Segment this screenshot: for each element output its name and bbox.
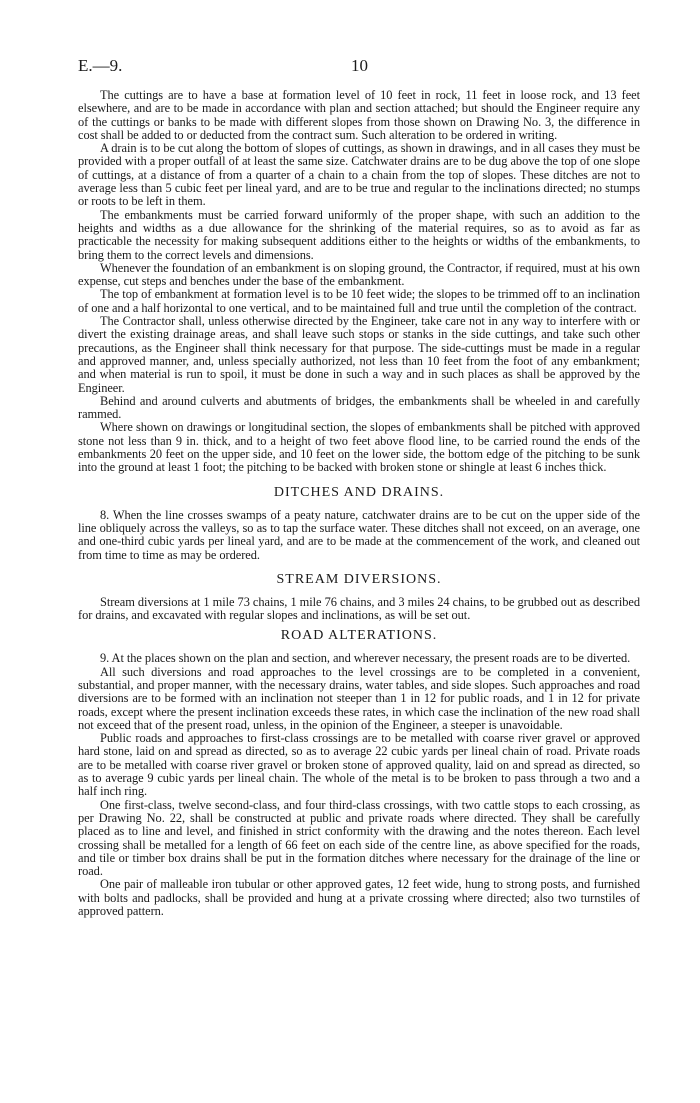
paragraph-embankment-foundation: Whenever the foundation of an embankment is on sloping ground, the Contractor, if required, must at his own expense, cut steps and benches under the base of the embankment. [78, 260, 640, 289]
paragraph-catchwater-drains: 8. When the line crosses swamps of a peaty nature, catchwater drains are to be cut on the upper side of the line obliquely across the valleys, so as to tap the surface water. These ditches shall not exceed, on an average, one and one-third cubic yards per lineal yard, and are to be made at the commencement of the work, and cleaned out from time to time as may be ordered. [78, 507, 640, 562]
paragraph-drains-slopes: A drain is to be cut along the bottom of slopes of cuttings, as shown in drawings, and in all cases they must be provided with a proper outfall of at least the same size. Catchwater drains are to be dug above the top of one slope of cuttings, at a distance of from a quarter of a chain to a chain from the top of slopes. These ditches are not to average less than 5 cubic feet per lineal yard, and are to be true and regular to the inclinations directed; no stumps or roots to be left in them. [78, 141, 640, 209]
paragraph-drainage-areas: The Contractor shall, unless otherwise directed by the Engineer, take care not in any way to interfere with or divert the existing drainage areas, and shall leave such stops or stanks in the side cuttings, and take such other precautions, as the Engineer shall think necessary for that purpose. The side-cuttings must be made in a regular and approved manner, and, unless specially authorized, not less than 10 feet from the foot of any embankment; and when material is run to spoil, it must be done in such a way and in such places as shall be approved by the Engineer. [78, 314, 640, 395]
paragraph-embankment-top: The top of embankment at formation level is to be 10 feet wide; the slopes to be trimmed off to an inclination of one and a half horizontal to one vertical, and to be maintained full and true until the completion of the contract. [78, 287, 640, 315]
paragraph-road-approaches: All such diversions and road approaches to the level crossings are to be completed in a convenient, substantial, and proper manner, with the necessary drains, water tables, and side slopes. Such approaches and road diversions are to be formed with an inclination not steeper than 1 in 12 for public roads, and 1 in 12 for private roads, except where the present inclination exceeds these rates, in which case the inclination of the new road shall not exceed that of the present road, unless, in the opinion of the Engineer, a steeper is unavoidable. [78, 664, 640, 732]
paragraph-road-metalling: Public roads and approaches to first-class crossings are to be metalled with coarse river gravel or approved hard stone, laid on and spread as directed, so as to average 22 cubic yards per lineal chain of road. Private roads are to be metalled with coarse river gravel or broken stone of approved quality, laid on and spread as directed, so as to average 9 cubic yards per lineal chain. The whole of the metal is to be broken to pass through a two and a half inch ring. [78, 731, 640, 799]
paragraph-roads-diverted: 9. At the places shown on the plan and section, and wherever necessary, the present roads are to be diverted. [100, 651, 631, 666]
paragraph-level-crossings: One first-class, twelve second-class, and four third-class crossings, with two cattle stops to each crossing, as per Drawing No. 22, shall be constructed at public and private roads where directed. They shall be carefully placed as to line and level, and finished in strict conformity with the drawing and the notes thereon. Each level crossing shall be metalled for a length of 66 feet on each side of the centre line, as above specified for the roads, and tile or timber box drains shall be put in the formation ditches where necessary for the drainage of the line or road. [78, 797, 640, 879]
page-header [78, 56, 640, 80]
page-number: 10 [351, 56, 368, 75]
section-heading-road-alterations: ROAD ALTERATIONS. [280, 628, 438, 644]
section-heading-stream-diversions: STREAM DIVERSIONS. [276, 571, 442, 587]
paragraph-cuttings-base: The cuttings are to have a base at formation level of 10 feet in rock, 11 feet in loose rock, and 13 feet elsewhere, and are to be made in accordance with plan and section attached; but should the Engineer require any of the cuttings or banks to be made with different slopes from those shown on Drawing No. 3, the difference in cost shall be added to or deducted from the contract sum. Such alteration to be ordered in writing. [78, 88, 640, 142]
document-page [78, 56, 640, 918]
paragraph-embankments-shape: The embankments must be carried forward uniformly of the proper shape, with such an addition to the heights and widths as a due allowance for the shrinking of the material requires, so as to avoid as far as practicable the necessity for making subsequent additions either to the heights or widths of the embankments, to bring them to the correct levels and dimensions. [78, 207, 640, 262]
document-body [78, 89, 640, 918]
section-heading-ditches-and-drains: DITCHES AND DRAINS. [273, 484, 445, 500]
paragraph-pitching: Where shown on drawings or longitudinal section, the slopes of embankments shall be pitched with approved stone not less than 9 in. thick, and to a height of two feet above flood line, to be carried round the ends of the embankments 20 feet on the upper side, and 10 feet on the lower side, the bottom edge of the pitching to be sunk into the ground at least 1 foot; the pitching to be backed with broken stone or shingle at least 6 inches thick. [78, 420, 640, 475]
paragraph-culverts: Behind and around culverts and abutments of bridges, the embankments shall be wheeled in and carefully rammed. [78, 393, 640, 422]
document-reference: E.—9. [78, 56, 123, 75]
paragraph-gates-turnstiles: One pair of malleable iron tubular or other approved gates, 12 feet wide, hung to strong posts, and furnished with bolts and padlocks, shall be provided and hung at a private crossing where directed; also two turnstiles of approved pattern. [78, 877, 640, 919]
paragraph-stream-diversions: Stream diversions at 1 mile 73 chains, 1 mile 76 chains, and 3 miles 24 chains, to be grubbed out as described for drains, and excavated with regular slopes and inclinations, as will be set out. [78, 594, 640, 623]
